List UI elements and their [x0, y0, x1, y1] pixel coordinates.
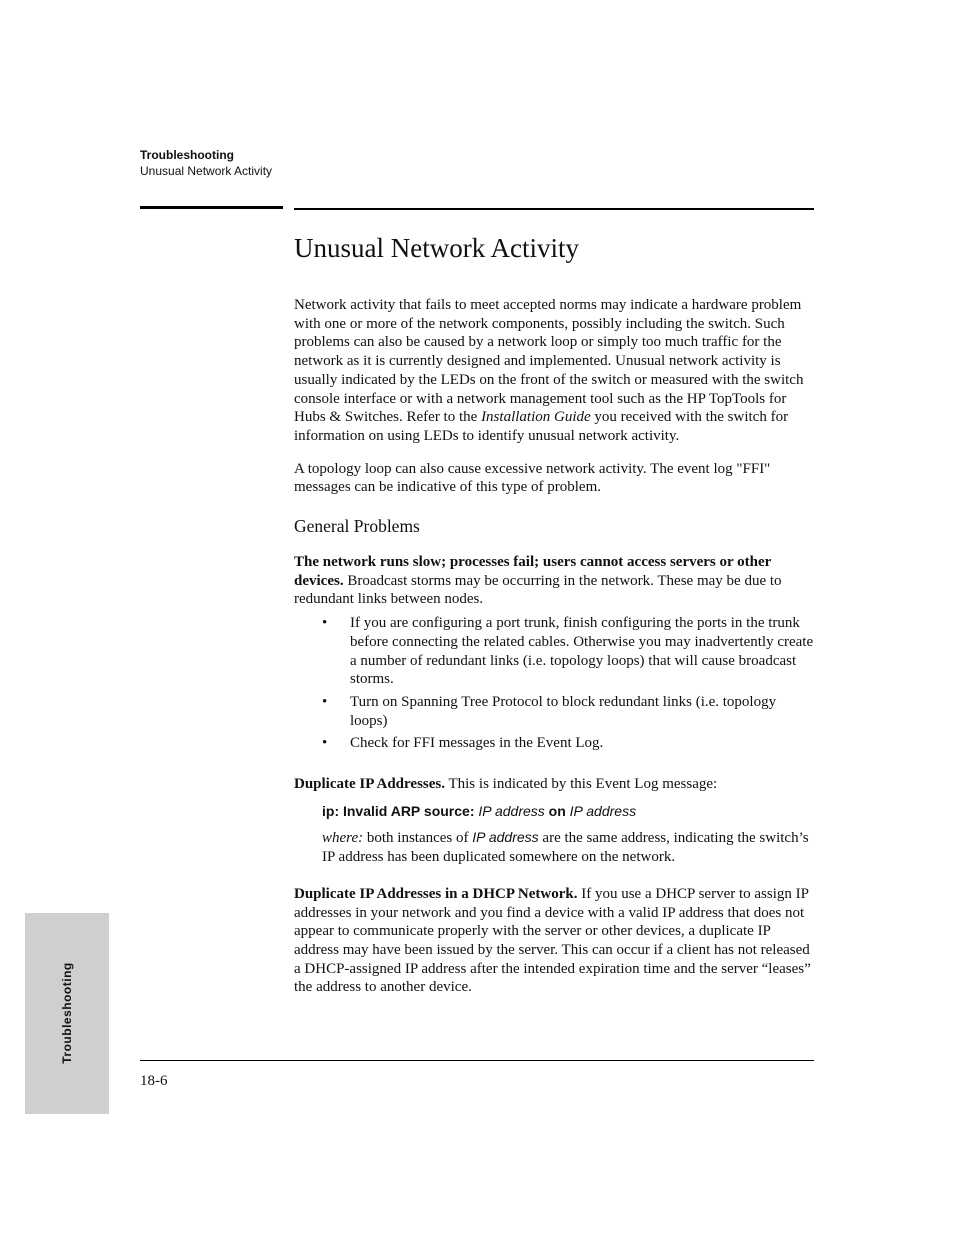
- page-number: 18-6: [140, 1073, 168, 1089]
- event-log-message: [322, 802, 814, 821]
- message-prefix: ip: Invalid ARP source:: [322, 802, 479, 819]
- network-slow-paragraph: [294, 553, 814, 609]
- bullet-icon: •: [322, 693, 328, 710]
- message-on: on: [544, 802, 570, 819]
- installation-guide-ref: Installation Guide: [481, 409, 591, 426]
- general-problems-heading: General Problems: [294, 516, 420, 537]
- list-item: [322, 693, 814, 730]
- duplicate-dhcp-text: If you use a DHCP server to assign IP addresses in your network and you find a device with a valid IP address that does not appear to communicate properly with the server or other devices, a duplicate IP address may have been issued by the server. This can occur if a client has not released a DHCP-assigned IP address after the intended expiration time and the server “leases” the address to another device.: [294, 885, 811, 996]
- message-variable: IP address: [569, 802, 637, 819]
- where-variable: IP address: [472, 829, 539, 846]
- intro-text-cont: you received with the switch for information on using LEDs to identify unusual network activity.: [294, 409, 789, 444]
- duplicate-dhcp-runin: Duplicate IP Addresses in a DHCP Network.: [294, 885, 578, 902]
- duplicate-dhcp-paragraph: [294, 885, 814, 997]
- list-item: [322, 734, 814, 753]
- where-explanation: [322, 828, 814, 866]
- duplicate-ip-paragraph: [294, 775, 814, 794]
- list-item-text: If you are configuring a port trunk, finish configuring the ports in the trunk before connecting the related cables. Otherwise you may inadvertently create a number of redundant links (i.e. topology loops) that will cause broadcast storms.: [350, 615, 814, 688]
- network-slow-runin: The network runs slow; processes fail; users cannot access servers or other devices.: [294, 554, 772, 589]
- list-item-text: Check for FFI messages in the Event Log.: [350, 735, 604, 752]
- list-item-text: Turn on Spanning Tree Protocol to block redundant links (i.e. topology loops): [350, 693, 777, 729]
- duplicate-ip-text: This is indicated by this Event Log message:: [445, 776, 718, 793]
- bullet-icon: •: [322, 615, 328, 632]
- bullet-list: [294, 614, 814, 753]
- network-slow-text: Broadcast storms may be occurring in the network. These may be due to redundant links between nodes.: [294, 572, 782, 608]
- header-rule-right: [294, 208, 814, 210]
- footer-rule: [140, 1060, 814, 1061]
- duplicate-ip-runin: Duplicate IP Addresses.: [294, 776, 445, 793]
- list-item: [322, 614, 814, 689]
- intro-text: Network activity that fails to meet accepted norms may indicate a hardware problem with one or more of the network components, possibly including the switch. Such problems can also be caused by a network loop or simply too much traffic for the network as it is currently designed and implemented. Unusual network activity is usually indicated by the LEDs on the front of the switch or measured with the switch console interface or with a network management tool such as the HP TopTools for Hubs & Switches. Refer to the: [294, 297, 804, 426]
- chapter-thumb-tab-label: Troubleshooting: [60, 962, 74, 1064]
- main-content: [294, 230, 814, 997]
- intro-paragraph-1: [294, 296, 814, 446]
- intro-paragraph-2: A topology loop can also cause excessive network activity. The event log "FFI" messages can be indicative of this type of problem.: [294, 460, 771, 496]
- running-head-section: Unusual Network Activity: [140, 164, 273, 178]
- running-head-chapter: Troubleshooting: [140, 148, 234, 162]
- page-title: Unusual Network Activity: [294, 233, 579, 263]
- where-text-cont: are the same address, indicating the switch’s IP address has been duplicated somewhere on the network.: [322, 830, 809, 866]
- bullet-icon: •: [322, 735, 328, 752]
- running-head: [140, 147, 272, 179]
- where-text: both instances of: [363, 830, 473, 847]
- where-label: where:: [322, 830, 364, 847]
- message-variable: IP address: [478, 802, 545, 819]
- header-rule-left: [140, 206, 283, 209]
